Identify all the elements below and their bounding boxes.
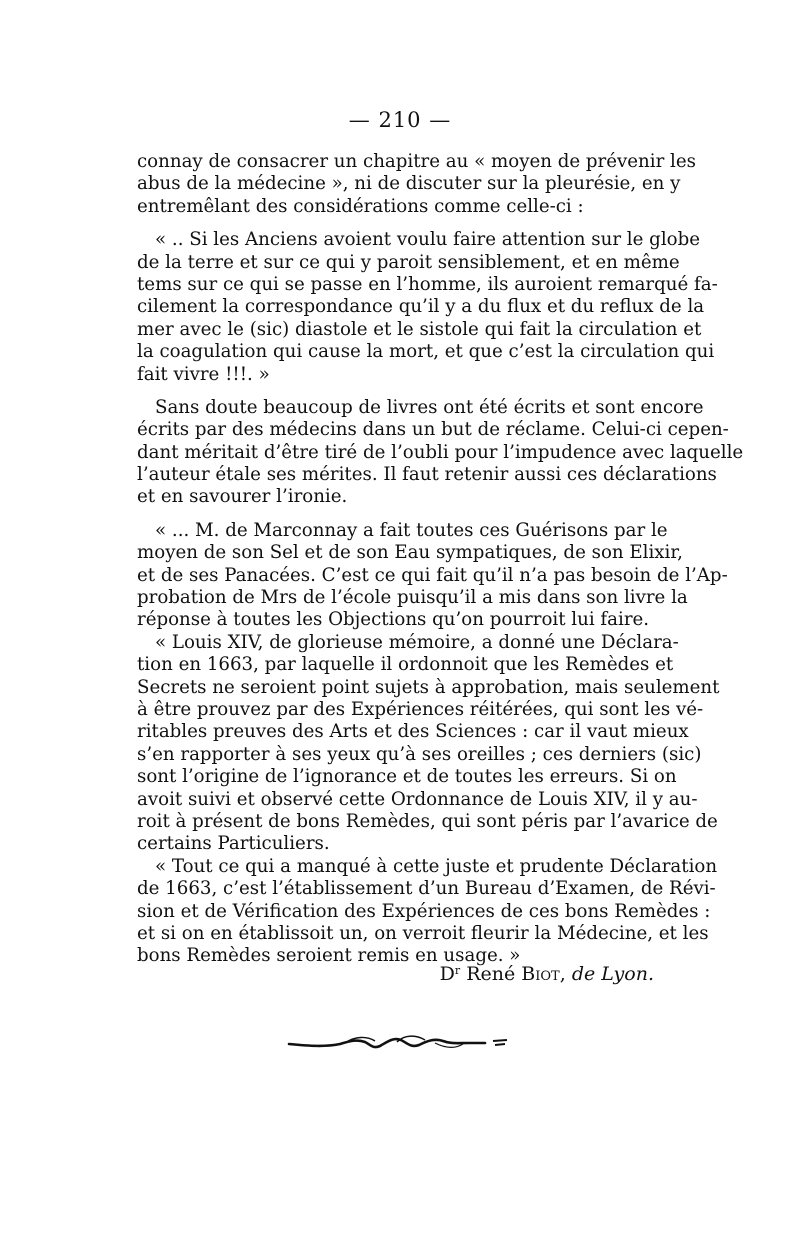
text-line: l’auteur étale ses mérites. Il faut retenir aussi ces déclarations (137, 464, 717, 486)
paragraph (137, 151, 696, 218)
text-line: « Tout ce qui a manqué à cette juste et prudente Déclaration (155, 855, 718, 877)
paragraph (137, 396, 744, 509)
text-line: écrits par des médecins dans un but de réclame. Celui-ci cepen- (137, 419, 729, 441)
text-line: et de ses Panacées. C’est ce qui fait qu’il n’a pas besoin de l’Ap- (137, 564, 728, 586)
signature-title: $D^r$ (439, 963, 461, 985)
text-line: s’en rapporter à ses yeux qu’à ses oreilles ; ces derniers (sic) (137, 743, 702, 765)
text-line: la coagulation qui cause la mort, et que c’est la circulation qui (137, 341, 715, 363)
text-line: sion et de Vérification des Expériences de ces bons Remèdes : (137, 900, 711, 922)
author-signature (0, 963, 654, 985)
ornament-divider (285, 1027, 515, 1057)
text-line: à être prouvez par des Expériences réitérées, qui sont les vé- (137, 698, 704, 720)
quoted-paragraph (137, 855, 718, 968)
text-line: fait vivre !!!. » (137, 363, 270, 385)
text-line: certains Particuliers. (137, 833, 330, 855)
text-line: bons Remèdes seroient remis en usage. » (137, 945, 521, 967)
quoted-paragraph (137, 229, 718, 386)
text-line: moyen de son Sel et de son Eau sympatiques, de son Elixir, (137, 542, 683, 564)
text-line: « ... M. de Marconnay a fait toutes ces Guérisons par le (155, 519, 668, 541)
signature-place: de Lyon. (571, 963, 654, 985)
text-line: tion en 1663, par laquelle il ordonnoit que les Remèdes et (137, 654, 674, 676)
text-line: « Louis XIV, de glorieuse mémoire, a donné une Déclara- (155, 631, 679, 653)
body-text (137, 151, 744, 968)
text-line: ritables preuves des Arts et des Sciences : car il vaut mieux (137, 721, 689, 743)
text-line: et en savourer l’ironie. (137, 486, 348, 508)
text-line: Secrets ne seroient point sujets à approbation, mais seulement (137, 676, 720, 698)
quoted-paragraph (137, 519, 728, 632)
text-line: roit à présent de bons Remèdes, qui sont péris par l’avarice de (137, 810, 718, 832)
text-line: dant méritait d’être tiré de l’oubli pour l’impudence avec laquelle (137, 441, 744, 463)
text-line: avoit suivi et observé cette Ordonnance de Louis XIV, il y au- (137, 788, 698, 810)
text-line: Sans doute beaucoup de livres ont été écrits et sont encore (155, 396, 704, 418)
signature-first-name: René (466, 963, 516, 985)
text-line: réponse à toutes les Objections qu’on pourroit lui faire. (137, 609, 650, 631)
page-number: — 210 — (348, 108, 452, 132)
text-line: et si on en établissoit un, on verroit fleurir la Médecine, et les (137, 922, 709, 944)
text-line: mer avec le (sic) diastole et le sistole qui fait la circulation et (137, 318, 702, 340)
text-line: entremêlant des considérations comme celle-ci : (137, 195, 584, 217)
text-line: connay de consacrer un chapitre au « moyen de prévenir les (137, 151, 696, 172)
quoted-paragraph (137, 631, 720, 856)
text-line: de 1663, c’est l’établissement d’un Bureau d’Examen, de Révi- (137, 878, 716, 900)
text-line: « .. Si les Anciens avoient voulu faire attention sur le globe (155, 229, 700, 251)
signature-surname: Biot, (521, 963, 566, 985)
text-line: cilement la correspondance qu’il y a du flux et du reflux de la (137, 296, 705, 318)
text-line: tems sur ce qui se passe en l’homme, ils auroient remarqué fa- (137, 273, 718, 295)
text-line: sont l’origine de l’ignorance et de toutes les erreurs. Si on (137, 766, 677, 788)
text-line: de la terre et sur ce qui y paroit sensiblement, et en même (137, 251, 680, 273)
text-line: abus de la médecine », ni de discuter sur la pleurésie, en y (137, 173, 681, 195)
text-line: probation de Mrs de l’école puisqu’il a mis dans son livre la (137, 587, 688, 609)
